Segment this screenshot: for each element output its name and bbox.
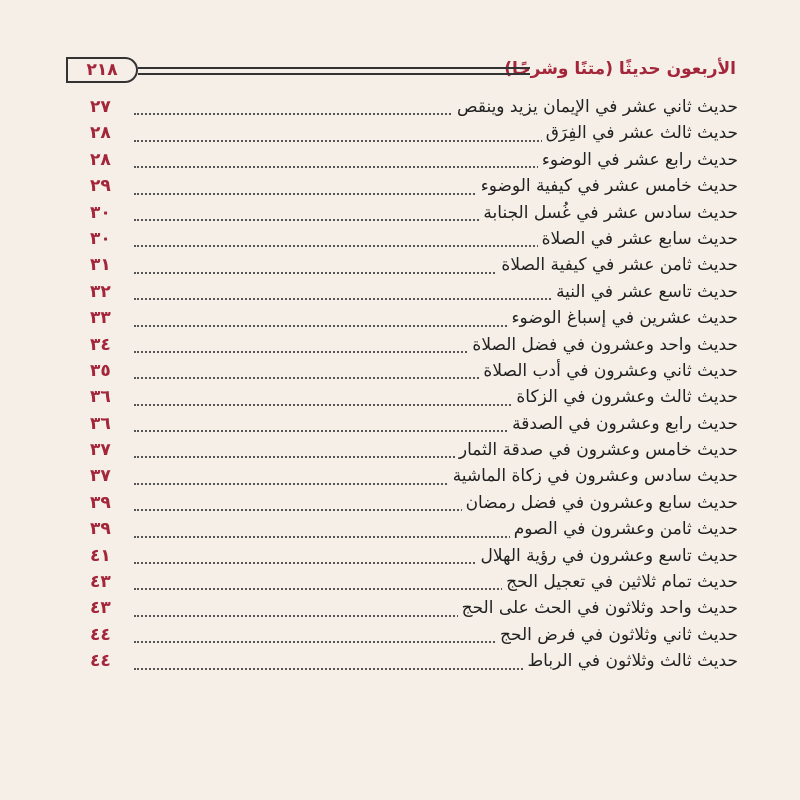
toc-entry-title: حديث ثالث وثلاثون في الرباط: [523, 651, 738, 671]
toc-entry-title: حديث ثاني وعشرون في أدب الصلاة: [479, 361, 738, 381]
toc-entry-title: حديث سابع وعشرون في فضل رمضان: [462, 493, 738, 513]
toc-entry-page: ٣٠: [90, 202, 111, 223]
toc-entry-page: ٤١: [90, 545, 111, 566]
toc-entry-title: حديث خامس عشر في كيفية الوضوء: [477, 176, 738, 196]
toc-entry-page: ٣٤: [90, 334, 111, 355]
toc-entry: [90, 570, 738, 596]
toc-entry: [90, 174, 738, 200]
toc-entry: [90, 623, 738, 649]
toc-entry: [90, 438, 738, 464]
toc-entry: [90, 333, 738, 359]
toc-entry-title: حديث واحد وعشرون في فضل الصلاة: [468, 335, 738, 355]
toc-entry: [90, 517, 738, 543]
toc-entry-title: حديث سادس وعشرون في زكاة الماشية: [449, 466, 738, 486]
toc-entry: [90, 95, 738, 121]
toc-entry-page: ٣٥: [90, 360, 111, 381]
toc-entry-page: ٣٧: [90, 466, 111, 487]
toc-entry: [90, 359, 738, 385]
toc-entry-page: ٣٩: [90, 519, 111, 540]
toc-entry: [90, 280, 738, 306]
toc-entry: [90, 544, 738, 570]
toc-entry-page: ٢٧: [90, 97, 111, 117]
table-of-contents: [90, 95, 738, 676]
toc-entry: [90, 227, 738, 253]
toc-entry-page: ٢٨: [90, 123, 111, 144]
toc-entry-page: ٣٩: [90, 492, 111, 513]
toc-entry: [90, 412, 738, 438]
toc-entry-title: حديث واحد وثلاثون في الحث على الحج: [458, 598, 738, 618]
toc-entry-page: ٣٦: [90, 387, 111, 408]
toc-entry: [90, 649, 738, 675]
toc-entry-title: حديث سابع عشر في الصلاة: [538, 229, 738, 249]
toc-entry-page: ٤٤: [90, 651, 111, 672]
toc-entry-page: ٤٤: [90, 624, 111, 645]
toc-entry-page: ٣٧: [90, 440, 111, 461]
toc-entry: [90, 121, 738, 147]
toc-entry-page: ٢٨: [90, 149, 111, 170]
toc-entry-title: حديث ثالث وعشرون في الزكاة: [512, 387, 738, 407]
toc-entry: [90, 464, 738, 490]
toc-entry-page: ٤٣: [90, 572, 111, 593]
toc-entry-title: حديث ثامن وعشرون في الصوم: [510, 519, 738, 539]
toc-entry: [90, 201, 738, 227]
toc-entry-page: ٣٦: [90, 413, 111, 434]
toc-entry: [90, 385, 738, 411]
page-header: [66, 57, 736, 87]
toc-entry-page: ٣٠: [90, 228, 111, 249]
toc-entry-title: حديث ثالث عشر في الفِرَق: [542, 123, 738, 143]
toc-entry-title: حديث ثامن عشر في كيفية الصلاة: [497, 255, 738, 275]
toc-entry-title: حديث رابع وعشرون في الصدقة: [508, 414, 738, 434]
toc-entry: [90, 148, 738, 174]
toc-entry: [90, 596, 738, 622]
toc-entry-title: حديث تمام ثلاثين في تعجيل الحج: [502, 572, 738, 592]
toc-entry-title: حديث ثاني وثلاثون في فرض الحج: [496, 625, 738, 645]
toc-entry-title: حديث تاسع عشر في النية: [552, 282, 738, 302]
book-title: الأربعون حديثًا (متنًا وشرحًا): [504, 59, 736, 79]
toc-entry-title: حديث عشرين في إسباغ الوضوء: [508, 308, 738, 328]
toc-entry-page: ٣١: [90, 255, 111, 276]
toc-entry: [90, 491, 738, 517]
toc-entry-page: ٣٣: [90, 308, 111, 329]
header-rule: [138, 67, 530, 75]
toc-entry-title: حديث ثاني عشر في الإيمان يزيد وينقص: [453, 97, 738, 117]
toc-entry-page: ٤٣: [90, 598, 111, 619]
toc-entry-page: ٢٩: [90, 176, 111, 197]
toc-entry-title: حديث خامس وعشرون في صدقة الثمار: [455, 440, 738, 460]
toc-entry: [90, 306, 738, 332]
page-number: ٢١٨: [66, 57, 138, 83]
toc-entry: [90, 253, 738, 279]
toc-entry-title: حديث تاسع وعشرون في رؤية الهلال: [477, 546, 738, 566]
toc-entry-title: حديث سادس عشر في غُسل الجنابة: [479, 203, 738, 223]
toc-entry-page: ٣٢: [90, 281, 111, 302]
toc-entry-title: حديث رابع عشر في الوضوء: [538, 150, 738, 170]
